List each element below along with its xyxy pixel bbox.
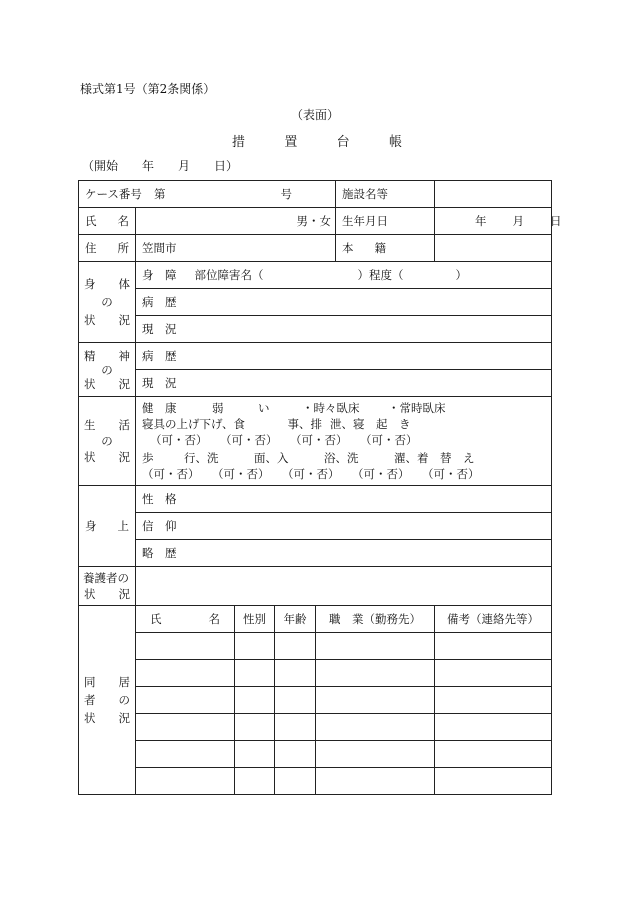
guardian-label: 養護者の 状 況: [79, 567, 136, 606]
daily-options-2[interactable]: （可・否） （可・否） （可・否） （可・否） （可・否）: [142, 467, 480, 481]
side-label: （表面）: [290, 108, 339, 122]
table-row: [79, 714, 552, 741]
personality-field[interactable]: 性 格: [136, 486, 552, 513]
personal-label: 身 上: [79, 486, 136, 567]
disability-field[interactable]: [136, 262, 552, 289]
cohabitant-job-cell[interactable]: [316, 687, 435, 714]
case-label: ケース番号: [85, 187, 142, 201]
birth-month-unit: 月: [512, 214, 524, 228]
personal-row: [79, 486, 552, 513]
cohabitant-age-cell[interactable]: [275, 741, 316, 768]
cohabitants-header: [79, 606, 552, 633]
case-number-field[interactable]: [79, 181, 336, 208]
cohabitant-age-cell[interactable]: [275, 687, 316, 714]
cohabitant-name-cell[interactable]: [136, 768, 235, 795]
body-status-row: [79, 262, 552, 289]
form-number: 様式第1号（第2条関係）: [80, 82, 216, 96]
ledger-form: [78, 180, 562, 795]
cohabitants-label: 同 居 者 の 状 況: [79, 606, 136, 795]
cohabitant-name-cell[interactable]: [136, 687, 235, 714]
cohabitant-age-cell[interactable]: [275, 768, 316, 795]
cohabitant-name-cell[interactable]: [136, 714, 235, 741]
start-date: （開始 年 月 日）: [82, 159, 239, 173]
cohabitant-name-cell[interactable]: [136, 660, 235, 687]
life-status-row: [79, 397, 552, 486]
header-name: 氏 名: [136, 606, 235, 633]
cohabitant-notes-cell[interactable]: [435, 660, 552, 687]
cohabitant-job-cell[interactable]: [316, 660, 435, 687]
life-status-field[interactable]: [136, 397, 552, 486]
facility-label: 施設名等: [336, 181, 435, 208]
case-row: [79, 181, 552, 208]
belief-field[interactable]: 信 仰: [136, 513, 552, 540]
cohabitant-age-cell[interactable]: [275, 660, 316, 687]
cohabitant-age-cell[interactable]: [275, 714, 316, 741]
case-suffix: 号: [280, 187, 292, 201]
mental-present-field[interactable]: 現 況: [136, 370, 552, 397]
birth-label: 生年月日: [336, 208, 435, 235]
header-notes: 備考（連絡先等）: [435, 606, 552, 633]
cohabitant-name-cell[interactable]: [136, 741, 235, 768]
header-age: 年齢: [275, 606, 316, 633]
cohabitant-job-cell[interactable]: [316, 633, 435, 660]
name-field[interactable]: [136, 208, 336, 235]
address-row: [79, 235, 552, 262]
body-present-field[interactable]: 現 況: [136, 316, 552, 343]
daily-line-1: 寝具の上げ下げ、食 事、排 泄、寝 起 き: [142, 417, 411, 431]
cohabitant-notes-cell[interactable]: [435, 687, 552, 714]
body-history-field[interactable]: 病 歴: [136, 289, 552, 316]
table-row: [79, 687, 552, 714]
mental-status-row: [79, 343, 552, 370]
degree-close: ）: [455, 268, 467, 282]
degree-label: ）程度（: [357, 268, 404, 282]
name-row: [79, 208, 552, 235]
cohabitant-sex-cell[interactable]: [235, 687, 275, 714]
guardian-row: [79, 567, 552, 606]
facility-field[interactable]: [435, 181, 552, 208]
case-prefix: 第: [153, 187, 166, 201]
guardian-field[interactable]: [136, 567, 552, 606]
cohabitant-job-cell[interactable]: [316, 741, 435, 768]
mental-history-field[interactable]: 病 歴: [136, 343, 552, 370]
cohabitant-age-cell[interactable]: [275, 633, 316, 660]
cohabitant-notes-cell[interactable]: [435, 741, 552, 768]
career-field[interactable]: 略 歴: [136, 540, 552, 567]
birth-year-unit: 年: [475, 214, 487, 228]
page-title: [232, 131, 402, 150]
domicile-label: 本 籍: [336, 235, 435, 262]
name-label: 氏 名: [79, 208, 136, 235]
life-status-label: 生 活 の 状 況: [79, 397, 136, 486]
title-char: 措: [232, 135, 246, 150]
birth-day-unit: 日: [550, 214, 562, 228]
table-row: [79, 768, 552, 795]
sex-options[interactable]: 男・女: [296, 214, 331, 228]
cohabitant-sex-cell[interactable]: [235, 741, 275, 768]
cohabitant-sex-cell[interactable]: [235, 768, 275, 795]
cohabitant-notes-cell[interactable]: [435, 714, 552, 741]
body-status-label: 身 体 の 状 況: [79, 262, 136, 343]
address-field[interactable]: 笠間市: [136, 235, 336, 262]
daily-line-2: 歩 行、洗 面、入 浴、洗 濯、着 替 え: [142, 451, 475, 465]
health-line: 健 康 弱 い ・時々臥床 ・常時臥床: [142, 401, 446, 415]
address-label: 住 所: [79, 235, 136, 262]
mental-status-label: 精 神 の 状 況: [79, 343, 136, 397]
cohabitant-name-cell[interactable]: [136, 633, 235, 660]
disability-label: 身 障: [142, 268, 177, 282]
title-char: 帳: [388, 135, 402, 150]
header-sex: 性別: [235, 606, 275, 633]
cohabitant-sex-cell[interactable]: [235, 660, 275, 687]
table-row: [79, 660, 552, 687]
birth-field[interactable]: [435, 208, 562, 235]
cohabitant-notes-cell[interactable]: [435, 633, 552, 660]
header-job: 職 業（勤務先）: [316, 606, 435, 633]
domicile-field[interactable]: [435, 235, 552, 262]
cohabitant-job-cell[interactable]: [316, 714, 435, 741]
title-char: 台: [336, 135, 350, 150]
cohabitant-job-cell[interactable]: [316, 768, 435, 795]
daily-options-1[interactable]: （可・否） （可・否） （可・否） （可・否）: [150, 433, 418, 447]
table-row: [79, 633, 552, 660]
part-label: 部位障害名（: [194, 268, 264, 282]
title-char: 置: [284, 135, 298, 150]
cohabitant-sex-cell[interactable]: [235, 633, 275, 660]
cohabitant-sex-cell[interactable]: [235, 714, 275, 741]
table-row: [79, 741, 552, 768]
cohabitant-notes-cell[interactable]: [435, 768, 552, 795]
